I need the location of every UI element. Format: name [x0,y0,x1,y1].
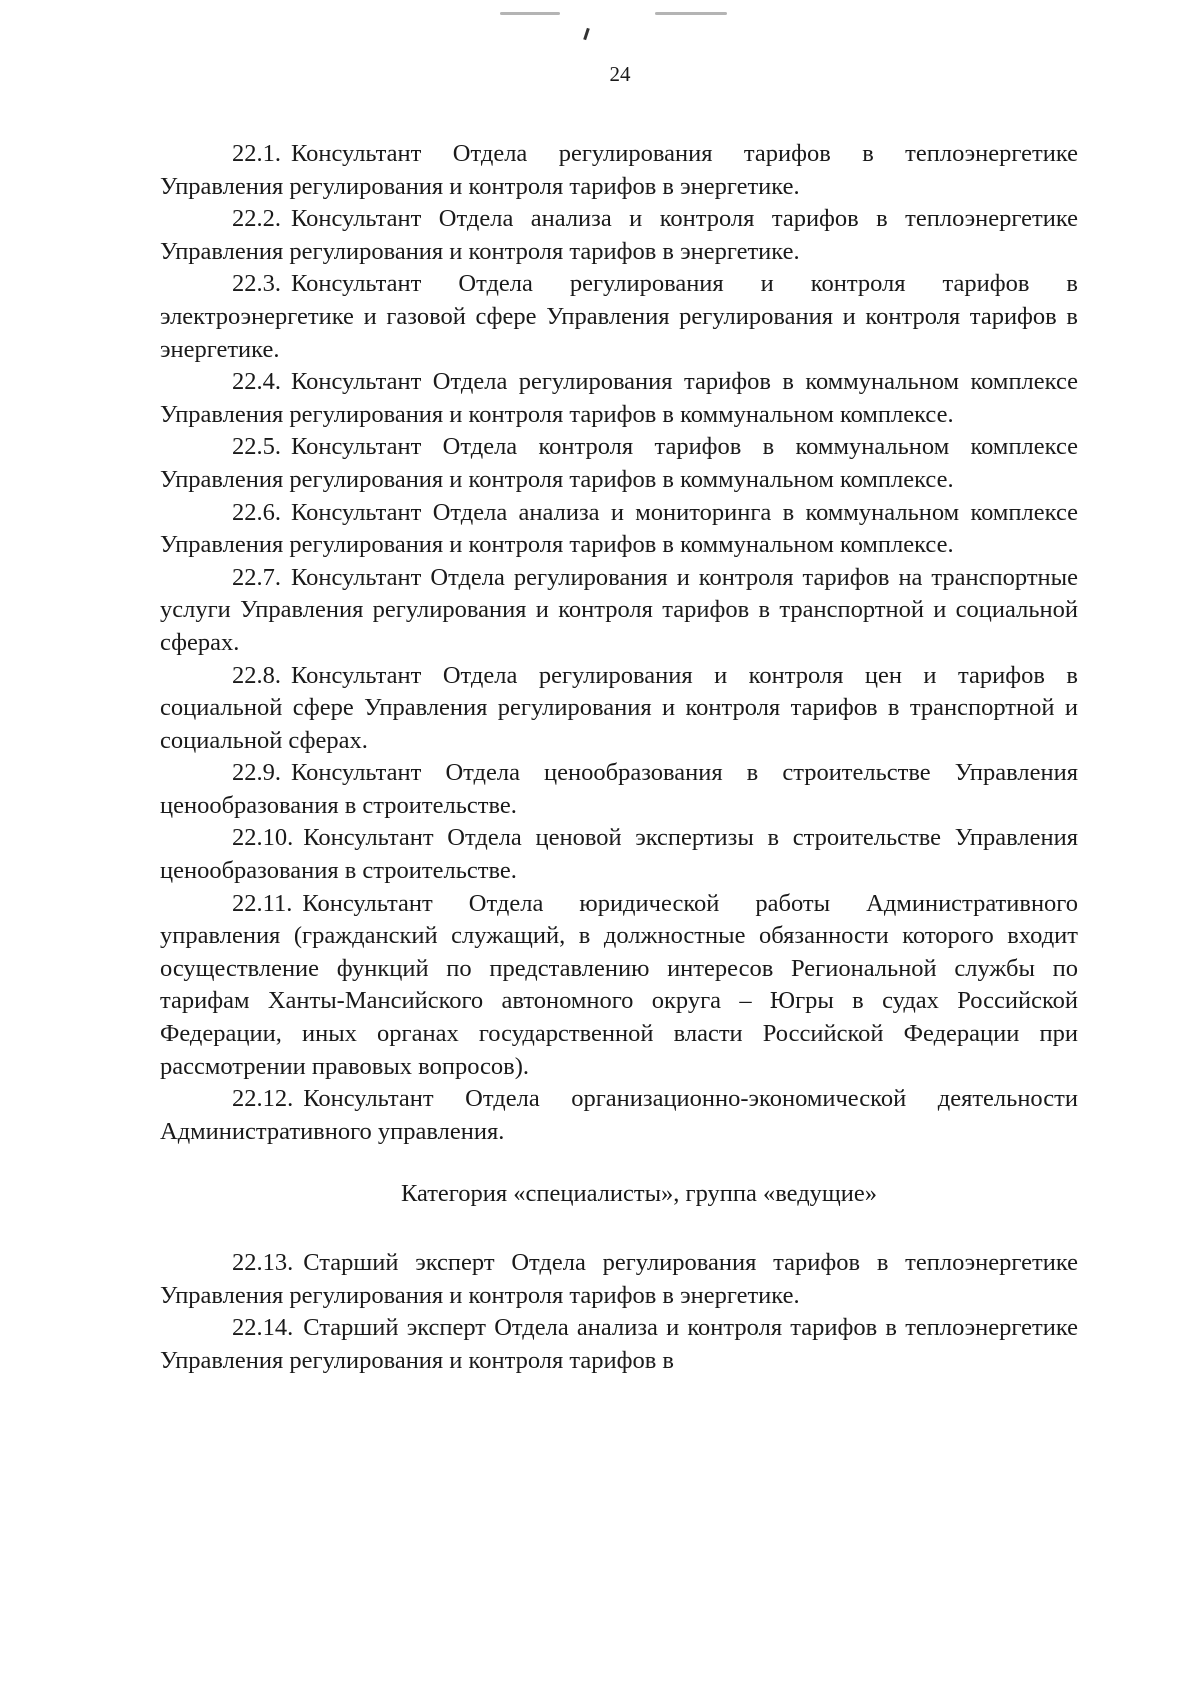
item-text: Консультант Отдела регулирования и контроля цен и тарифов в социальной сфере Управления регулирования и контроля тарифов в транспортной и социальной сферах. [160,661,1078,754]
item-number: 22.7. [232,563,281,591]
item-number: 22.3. [232,270,281,298]
list-item [160,1083,1078,1148]
item-text: Консультант Отдела анализа и контроля тарифов в теплоэнергетике Управления регулирования и контроля тарифов в энергетике. [160,205,1078,265]
item-number: 22.6. [232,498,281,526]
list-item [160,1312,1078,1377]
item-text: Старший эксперт Отдела регулирования тарифов в теплоэнергетике Управления регулирования и контроля тарифов в энергетике. [160,1249,1078,1309]
document-body [160,138,1078,1377]
page-number: 24 [609,62,631,86]
item-text: Консультант Отдела ценообразования в строительстве Управления ценообразования в строительстве. [160,759,1078,819]
list-item [160,822,1078,887]
item-number: 22.13. [232,1249,294,1276]
list-item [160,660,1078,758]
list-item [160,562,1078,660]
item-text: Консультант Отдела регулирования и контроля тарифов в электроэнергетике и газовой сфере Управления регулирования и контроля тарифов в энергетике. [160,270,1078,363]
item-text: Консультант Отдела регулирования и контроля тарифов на транспортные услуги Управления регулирования и контроля тарифов в транспортной и социальной сферах. [160,563,1078,656]
list-item [160,431,1078,496]
list-item [160,1247,1078,1312]
scan-artifact [655,12,727,15]
section-heading: Категория «специалисты», группа «ведущие» [400,1180,878,1208]
item-number: 22.4. [232,368,281,396]
item-text: Консультант Отдела юридической работы Административного управления (гражданский служащий, в должностные обязанности которого входит осуществление функций по представлению интересов Региональной службы по тарифам Ханты-Мансийского автономного округа – Югры в судах Российской Федерации, иных органах государственной власти Российской Федерации при рассмотрении правовых вопросов). [160,889,1078,1080]
list-item [160,888,1078,1084]
item-number: 22.5. [232,433,281,461]
item-text: Консультант Отдела регулирования тарифов в теплоэнергетике Управления регулирования и контроля тарифов в энергетике. [160,140,1078,200]
item-number: 22.11. [232,889,293,917]
scan-artifact [500,12,560,15]
item-number: 22.8. [232,661,281,689]
list-item [160,138,1078,203]
list-item [160,203,1078,268]
item-number: 22.14. [232,1314,294,1342]
item-number: 22.10. [232,824,294,852]
list-item [160,366,1078,431]
list-item [160,757,1078,822]
list-item [160,497,1078,562]
scan-artifact [583,28,590,40]
position-list [160,138,1078,1148]
item-number: 22.12. [232,1085,294,1113]
item-text: Старший эксперт Отдела анализа и контроля тарифов в теплоэнергетике Управления регулирования и контроля тарифов в [160,1314,1078,1374]
item-number: 22.9. [232,759,281,787]
position-list [160,1247,1078,1377]
item-number: 22.1. [232,140,281,167]
item-text: Консультант Отдела анализа и мониторинга в коммунальном комплексе Управления регулирования и контроля тарифов в коммунальном комплексе. [160,498,1078,559]
list-item [160,268,1078,366]
item-text: Консультант Отдела регулирования тарифов в коммунальном комплексе Управления регулирования и контроля тарифов в коммунальном комплексе. [160,368,1078,428]
item-number: 22.2. [232,205,281,233]
item-text: Консультант Отдела контроля тарифов в коммунальном комплексе Управления регулирования и контроля тарифов в коммунальном комплексе. [160,433,1078,493]
item-text: Консультант Отдела ценовой экспертизы в строительстве Управления ценообразования в строительстве. [160,824,1078,885]
item-text: Консультант Отдела организационно-экономической деятельности Административного управления. [160,1085,1078,1145]
